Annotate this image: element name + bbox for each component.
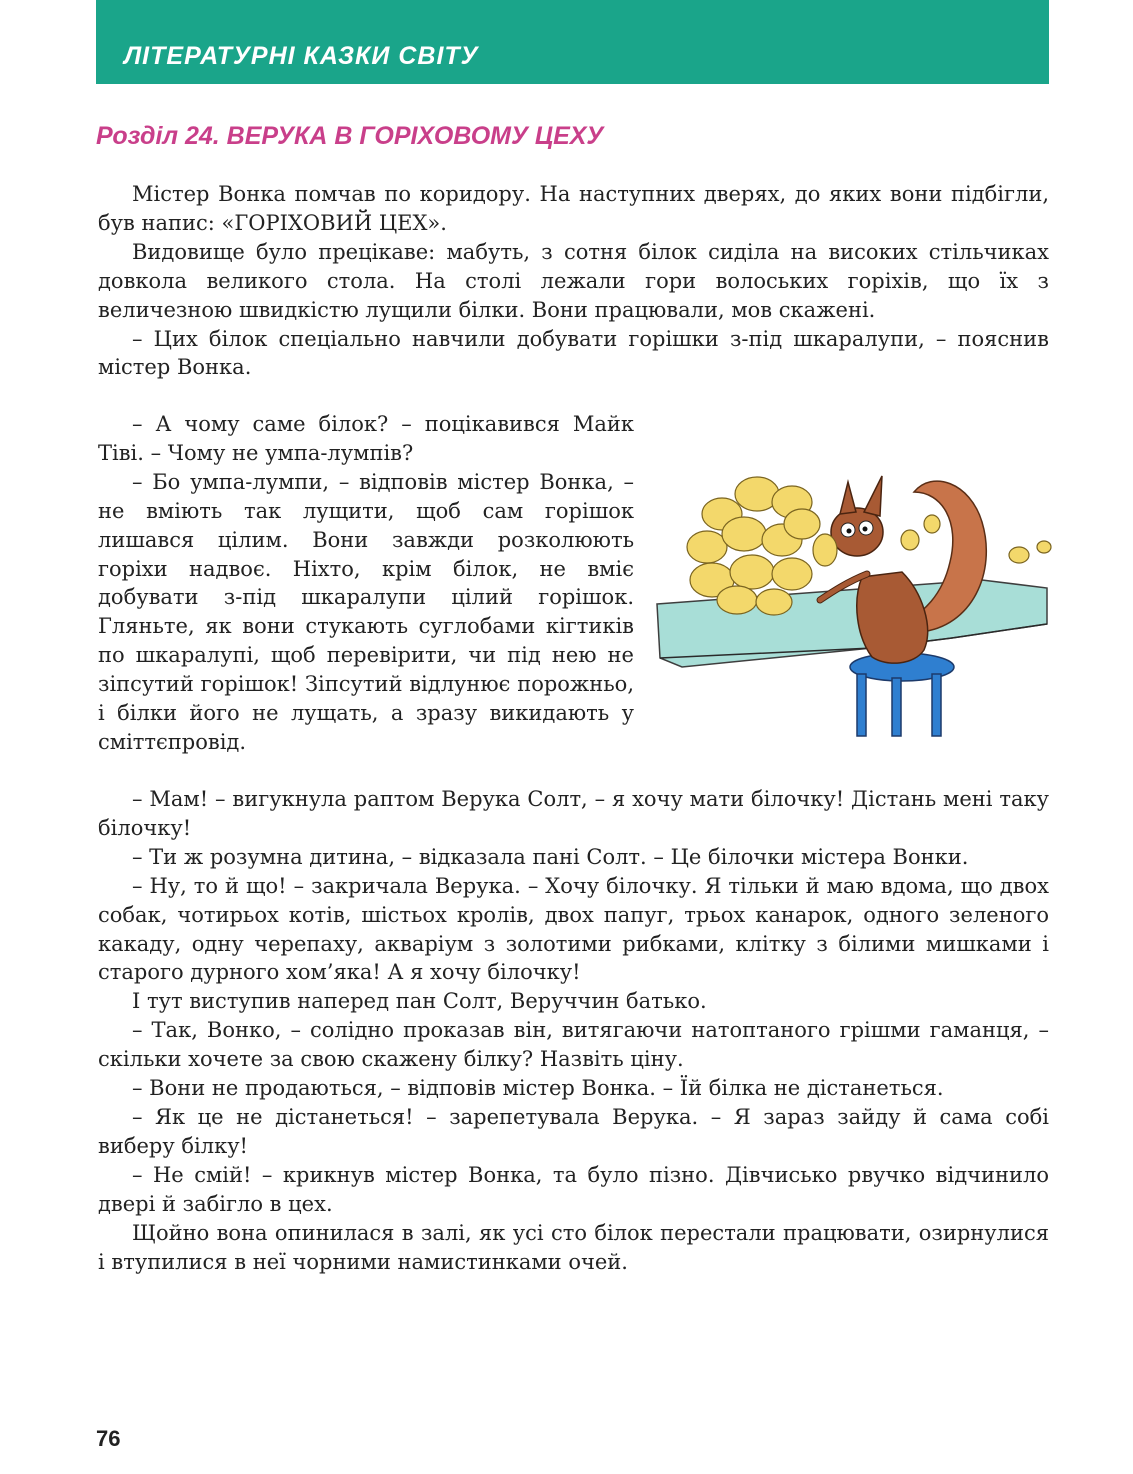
paragraph: – Вони не продаються, – відповів містер Вонка. – Їй білка не дістанеться.	[132, 1076, 944, 1101]
paragraph: – Як це не дістанеться! – зарепетувала Верука. – Я зараз зайду й сама собі виберу білку!	[98, 1104, 1049, 1158]
text-block-top	[98, 180, 1049, 382]
header-banner	[96, 0, 1049, 84]
paragraph: І тут виступив наперед пан Солт, Веруччин батько.	[132, 989, 707, 1014]
paragraph: – Бо умпа-лумпи, – відповів містер Вонка, – не вміють так лущити, щоб сам горішок лишався цілим. Вони завжди розколюють горіхи надвоє. Ніхто, крім білок, не вміє добувати з-під шкаралупи цілий горішок. Гляньте, як вони стукають суглобами кігтиків по шкаралупі, щоб перевірити, чи під нею не зіпсутий горішок! Зіпсутий відлунює порожньо, і білки його не лущать, а зразу викидають у сміттєпровід.	[98, 469, 634, 754]
squirrel-illustration	[652, 462, 1052, 737]
section-title: ЛІТЕРАТУРНІ КАЗКИ СВІТУ	[124, 42, 479, 70]
paragraph: – Ти ж розумна дитина, – відказала пані Солт. – Це білочки містера Вонки.	[132, 844, 969, 869]
text-block-bottom	[98, 785, 1049, 1276]
text-block-wrapped	[98, 410, 634, 757]
paragraph: – Так, Вонко, – солідно проказав він, витягаючи натоптаного грішми гаманця, – скільки хочете за свою скажену білку? Назвіть ціну.	[98, 1018, 1049, 1072]
stool	[850, 653, 954, 736]
paragraph: Містер Вонка помчав по коридору. На наступних дверях, до яких вони підбігли, був напис: «ГОРІХОВИЙ ЦЕХ».	[98, 182, 1049, 235]
paragraph: – А чому саме білок? – поцікавився Майк Тіві. – Чому не умпа-лумпів?	[98, 412, 634, 465]
paragraph: – Цих білок спеціально навчили добувати горішки з-під шкаралупи, – пояснив містер Вонка.	[98, 326, 1049, 380]
paragraph: – Мам! – вигукнула раптом Верука Солт, – я хочу мати білочку! Дістань мені таку білочку!	[98, 787, 1049, 840]
paragraph: Щойно вона опинилася в залі, як усі сто білок перестали працювати, озирнулися і втупилися в неї чорними намистинками очей.	[98, 1220, 1049, 1274]
paragraph: – Не смій! – крикнув містер Вонка, та було пізно. Дівчисько рвучко відчинило двері й забігло в цех.	[98, 1162, 1049, 1216]
chapter-title: Розділ 24. ВЕРУКА В ГОРІХОВОМУ ЦЕХУ	[96, 122, 604, 150]
paragraph: Видовище було прецікаве: мабуть, з сотня білок сиділа на високих стільчиках довкола великого стола. На столі лежали гори волоських горіхів, що їх з величезною швидкістю лущили білки. Вони працювали, мов скажені.	[98, 239, 1049, 322]
held-walnut	[813, 534, 837, 566]
page-number: 76	[96, 1426, 121, 1451]
paragraph: – Ну, то й що! – закричала Верука. – Хочу білочку. Я тільки й маю вдома, що двох собак, чотирьох котів, шістьох кролів, двох папуг, трьох канарок, одного зеленого какаду, одну черепаху, акваріум з золотими рибками, клітку з білими мишками і старого дурного хом’яка! А я хочу білочку!	[98, 873, 1049, 985]
